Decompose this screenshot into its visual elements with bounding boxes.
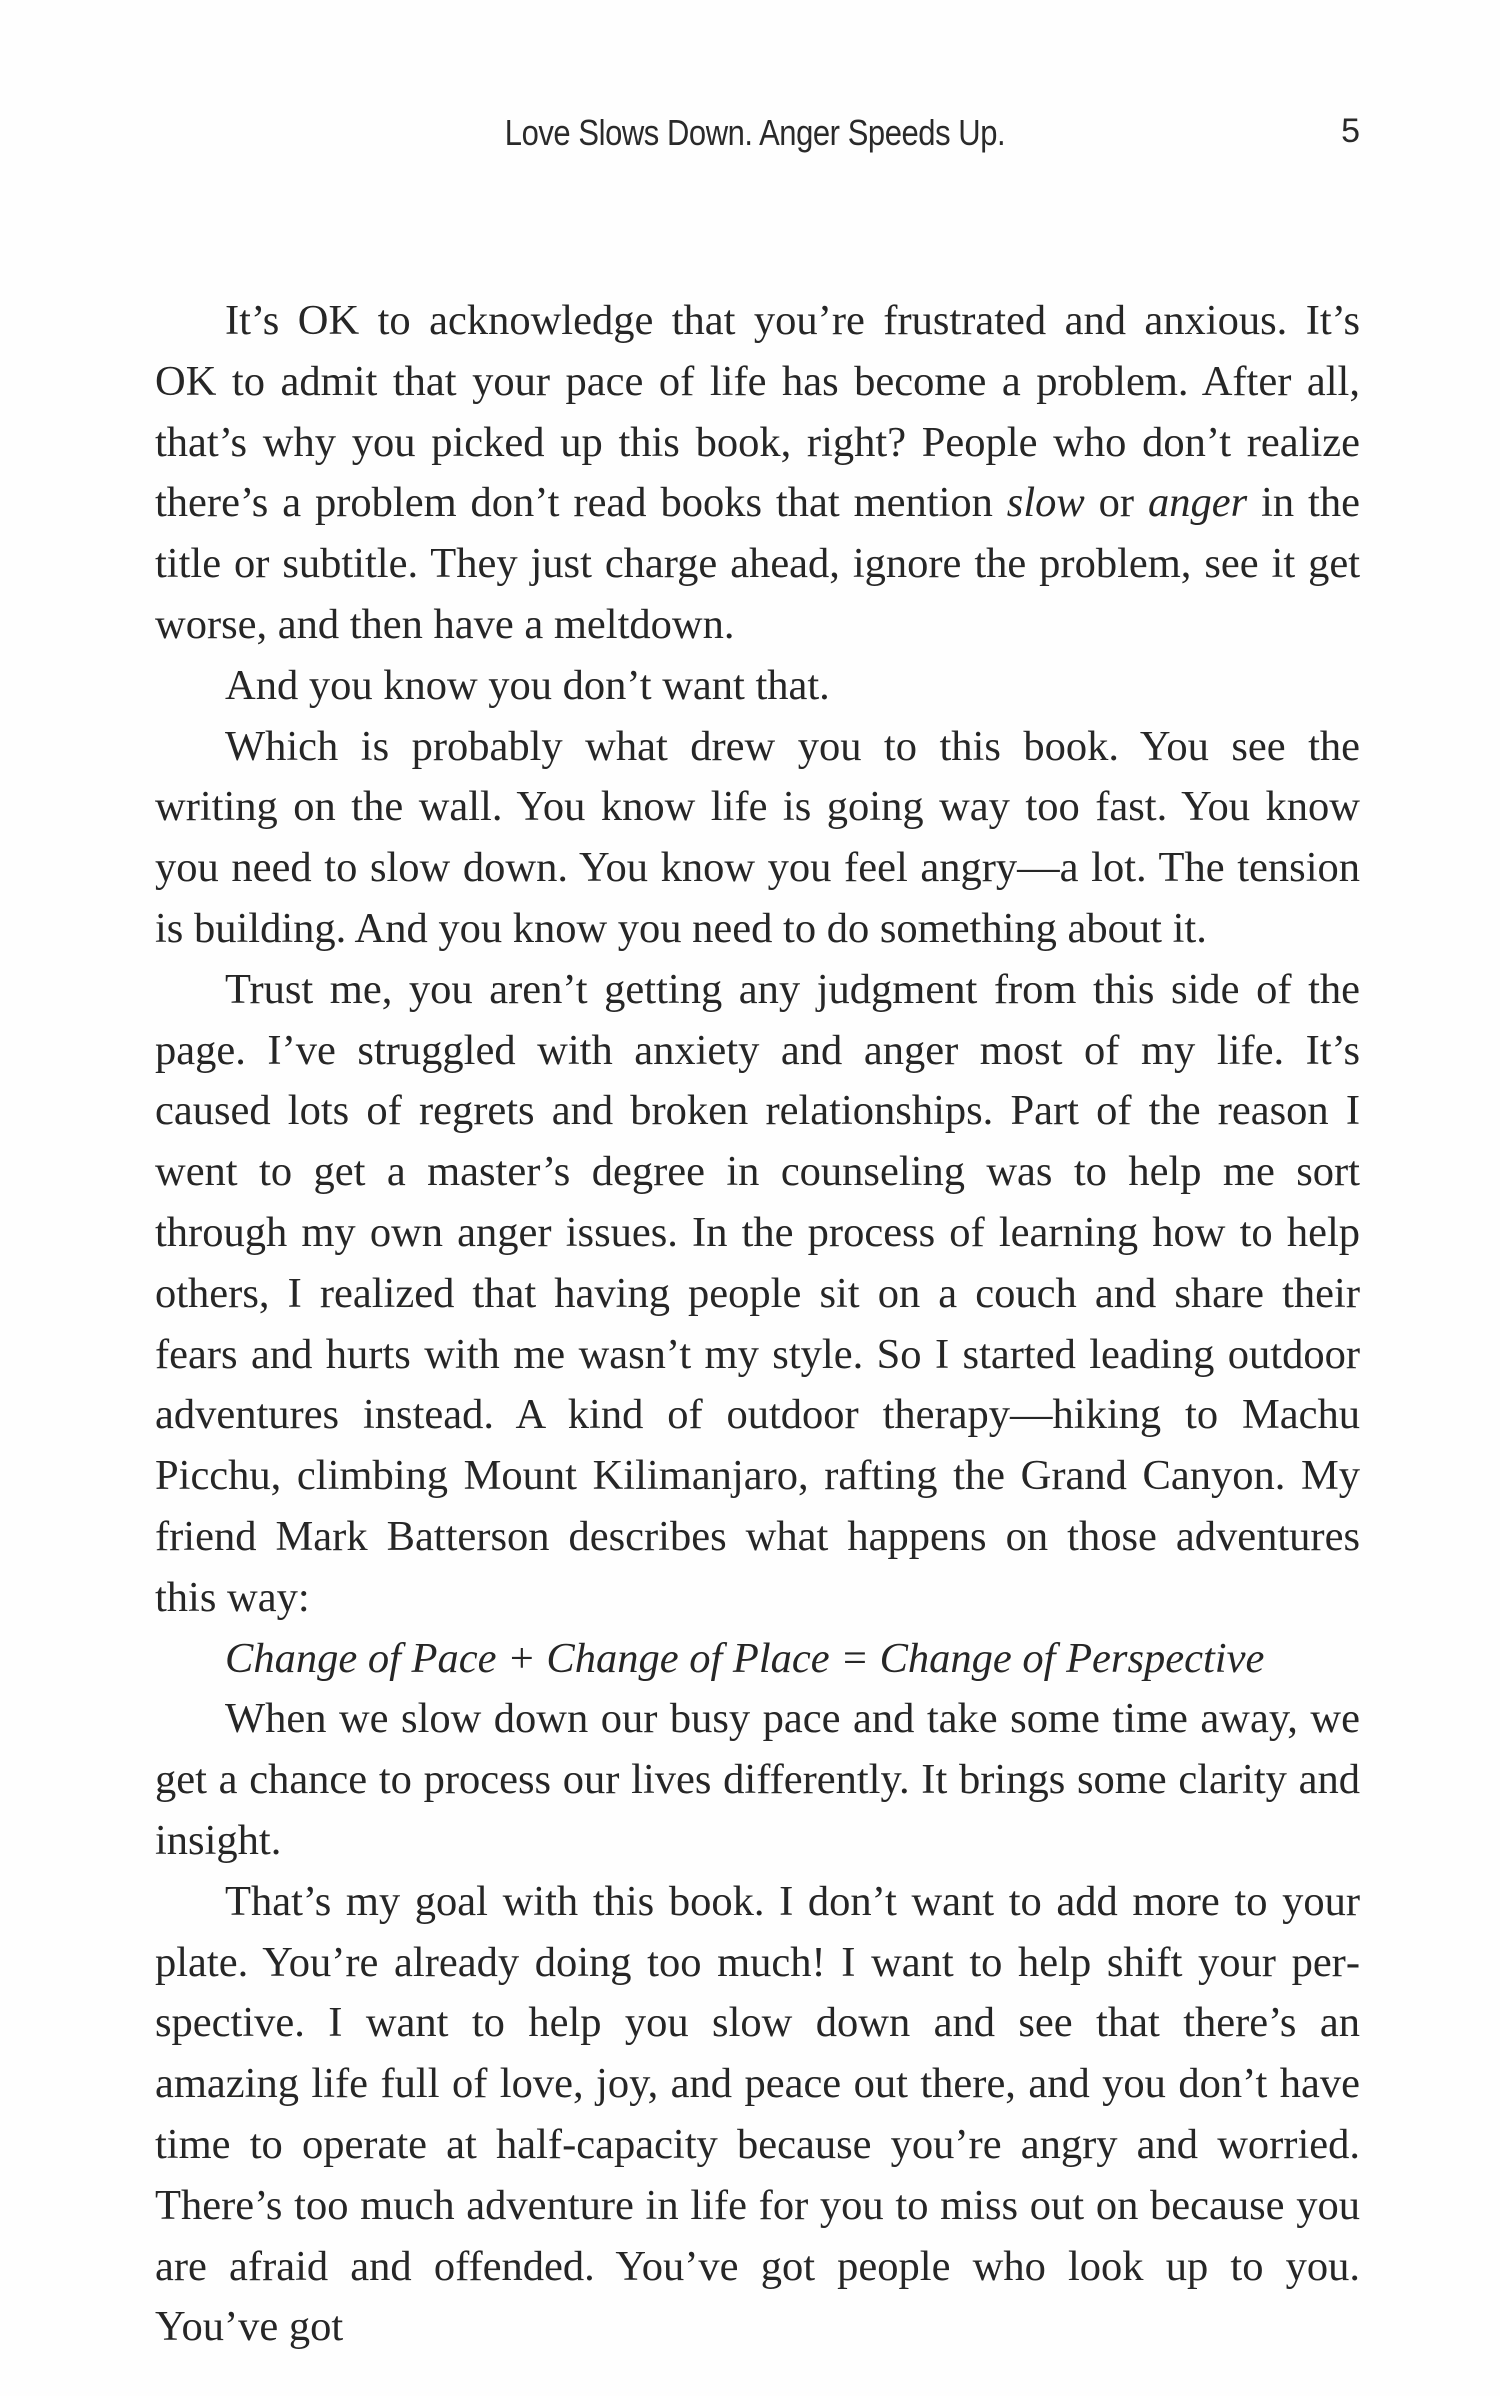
running-title: Love Slows Down. Anger Speeds Up. bbox=[504, 112, 1006, 153]
paragraph-5: When we slow down our busy pace and take some time away, we get a chance to process our lives differently. It brings some clarity and insight. bbox=[155, 1695, 1360, 1864]
formula-line: Change of Pace + Change of Place = Change of Perspective bbox=[225, 1634, 1265, 1682]
paragraph-1-text-b: or bbox=[1084, 479, 1148, 527]
paragraph-1-text-c: in the title or subtitle. They just charge ahead, ignore the problem, see it get worse, and then have a meltdown. bbox=[155, 479, 1360, 648]
paragraph-3: Which is probably what drew you to this book. You see the writing on the wall. You know life is going way too fast. You know you need to slow down. You know you feel angry—a lot. The tension is building. And you know you need to do something about it. bbox=[155, 722, 1360, 952]
paragraph-2: And you know you don’t want that. bbox=[225, 661, 830, 709]
paragraph-4: Trust me, you aren’t getting any judgment from this side of the page. I’ve struggled with anxiety and anger most of my life. It’s caused lots of regrets and broken relationships. Part of the reason I went to get a master’s degree in counseling was to help me sort through my own anger issues. In the process of learning how to help others, I realized that having people sit on a couch and share their fears and hurts with me wasn’t my style. So I started leading outdoor adventures instead. A kind of outdoor therapy—hiking to Machu Picchu, climbing Mount Kilimanjaro, rafting the Grand Canyon. My friend Mark Batterson describes what happens on those adventures this way: bbox=[155, 965, 1360, 1621]
running-head bbox=[150, 112, 1360, 172]
paragraph-6: That’s my goal with this book. I don’t want to add more to your plate. You’re already doing too much! I want to help shift your perspective. I want to help you slow down and see that there’s an amazing life full of love, joy, and peace out there, and you don’t have time to operate at half-capacity because you’re angry and worried. There’s too much adventure in life for you to miss out on because you are afraid and offended. You’ve got people who look up to you. You’ve got bbox=[155, 1877, 1360, 2351]
emphasis-anger: anger bbox=[1148, 479, 1248, 527]
body-text bbox=[155, 291, 1360, 2358]
paragraph-1 bbox=[155, 291, 1360, 656]
emphasis-slow: slow bbox=[1006, 479, 1085, 527]
paragraph-1-text-a: It’s OK to acknowledge that you’re frustrated and anxious. It’s OK to admit that your pace of life has become a problem. After all, that’s why you picked up this book, right? People who don’t realize there’s a problem don’t read books that mention bbox=[155, 297, 1360, 527]
page-number: 5 bbox=[1341, 112, 1360, 150]
